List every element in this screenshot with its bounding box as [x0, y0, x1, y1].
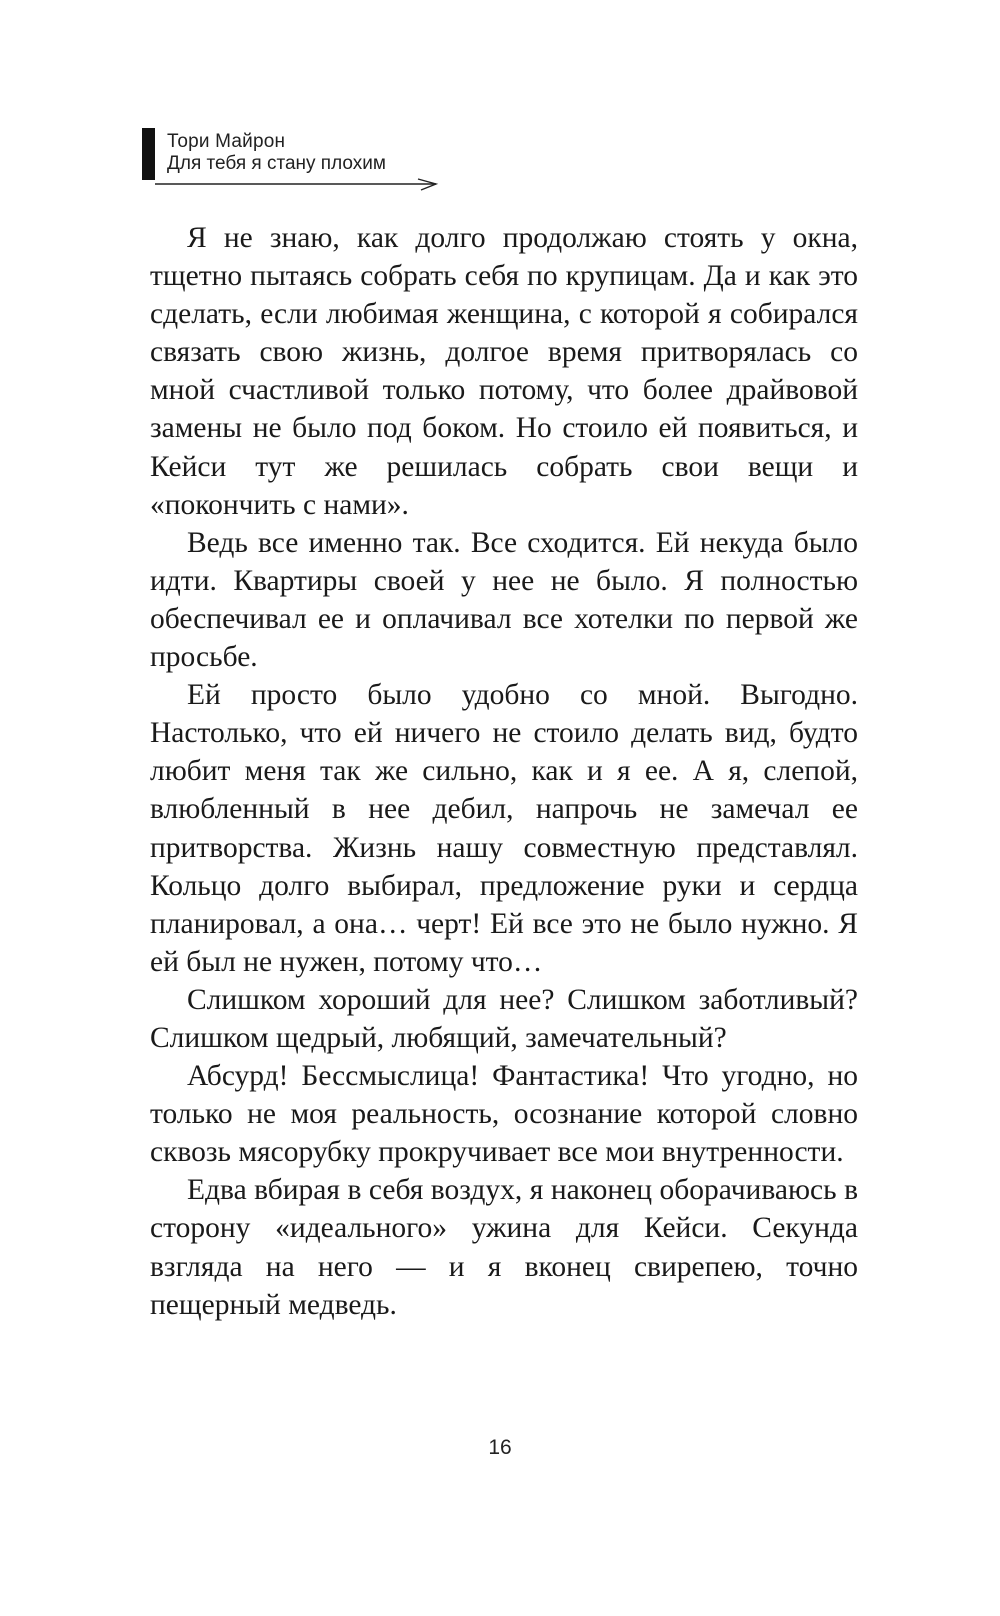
running-head-bar — [142, 128, 155, 180]
running-head-title: Для тебя я стану плохим — [167, 153, 386, 174]
paragraph-1: Я не знаю, как долго продолжаю стоять у окна, тщетно пытаясь собрать себя по крупицам. Да и как это сделать, если любимая женщина, с которой я собирался связать свою жизнь, долгое время притворялась со мной счастливой только потому, что более драйвовой замены не было под боком. Но стоило ей появиться, и Кейси тут же решилась собрать свои вещи и «покончить с нами». — [150, 222, 858, 521]
running-head-author: Тори Майрон — [167, 131, 286, 152]
running-head-rule — [142, 178, 442, 192]
body-text — [150, 219, 858, 1324]
running-head — [142, 128, 442, 183]
paragraph-2: Ведь все именно так. Все сходится. Ей некуда было идти. Квартиры своей у нее не было. Я полностью обеспечивал ее и оплачивал все хотелки по первой же просьбе. — [150, 526, 858, 674]
paragraph-6: Едва вбирая в себя воздух, я наконец оборачиваюсь в сторону «идеального» ужина для Кейси. Секунда взгляда на него — и я вконец свирепею, точно пещерный медведь. — [150, 1174, 858, 1321]
page-number: 16 — [488, 1436, 512, 1459]
paragraph-5: Абсурд! Бессмыслица! Фантастика! Что угодно, но только не моя реальность, осознание которой словно сквозь мясорубку прокручивает все мои внутренности. — [150, 1060, 858, 1169]
paragraph-3: Ей просто было удобно со мной. Выгодно. Настолько, что ей ничего не стоило делать вид, будто любит меня так же сильно, как и я ее. А я, слепой, влюбленный в нее дебил, напрочь не замечал ее притворства. Жизнь нашу совместную представлял. Кольцо долго выбирал, предложение руки и сердца планировал, а она… черт! Ей все это не было нужно. Я ей был не нужен, потому что… — [150, 679, 858, 978]
paragraph-4: Слишком хороший для нее? Слишком заботливый? Слишком щедрый, любящий, замечательный? — [150, 983, 858, 1054]
